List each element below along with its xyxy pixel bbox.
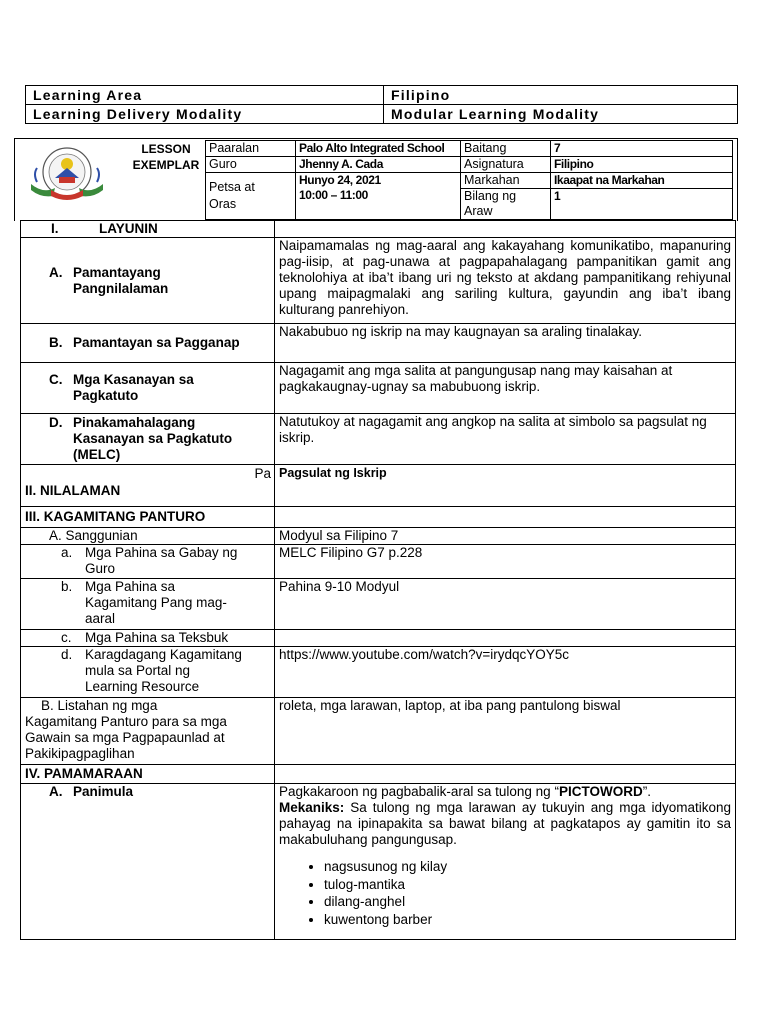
baitang-value: 7 [551, 141, 733, 157]
learning-resource-label: d. Karagdagang Kagamitang mula sa Portal ng Learning Resource [21, 647, 275, 698]
delivery-modality-label: Learning Delivery Modality [26, 105, 384, 124]
list-item: • dilang-anghel [324, 893, 731, 911]
lesson-plan-table [20, 220, 736, 940]
melc-text: Natutukoy at nagagamit ang angkop na salita at simbolo sa pagsulat ng iskrip. [275, 414, 736, 465]
listahan-kagamitan-label: B. Listahan ng mga Kagamitang Panturo para sa mga Gawain sa mga Pagpapaunlad at Pakikipagpaglihan [21, 698, 275, 765]
layunin-heading-row [21, 221, 736, 238]
pamantayan-pagganap-row [21, 324, 736, 363]
nilalaman-row [21, 465, 736, 507]
sanggunian-label: A. Sanggunian [21, 528, 275, 545]
pamamaraan-heading-row [21, 765, 736, 784]
bilang-value: 1 [551, 189, 733, 220]
teksbuk-row [21, 630, 736, 647]
panimula-row [21, 784, 736, 940]
lesson-info-table [205, 140, 733, 220]
baitang-label: Baitang [461, 141, 551, 157]
markahan-value: Ikaapat na Markahan [551, 173, 733, 189]
pamantayang-pangnilalaman-row [21, 238, 736, 324]
pamamaraan-heading: IV. PAMAMARAAN [21, 765, 275, 784]
listahan-kagamitan-row [21, 698, 736, 765]
panimula-intro: Pagkakaroon ng pagbabalik-aral sa tulong ng “PICTOWORD”. [279, 784, 651, 799]
pamantayang-pangnilalaman-label: A. Pamantayang Pangnilalaman [21, 238, 275, 324]
pamantayang-pangnilalaman-text: Naipamamalas ng mag-aaral ang kakayahang komunikatibo, mapanuring pag-iisip, at pag-unawa at pagpapahalagang pampanitikan gamit ang teknolohiya at iba’t ibang uri ng teksto at akdang pampanitikang rehiyunal upang maipagmalaki ang sariling kultura, gayundin ang iba’t ibang kulturang panrehiyon. [275, 238, 736, 324]
paaralan-label: Paaralan [206, 141, 296, 157]
kagamitang-mag-aaral-label: b. Mga Pahina sa Kagamitang Pang mag- aaral [21, 579, 275, 630]
kagamitang-mag-aaral-text: Pahina 9-10 Modyul [275, 579, 736, 630]
asignatura-value: Filipino [551, 157, 733, 173]
kasanayan-pagkatuto-text: Nagagamit ang mga salita at pangungusap nang may kaisahan at pagkakaugnay-ugnay sa mabubuong iskrip. [275, 363, 736, 414]
delivery-modality-value: Modular Learning Modality [384, 105, 738, 124]
sanggunian-text: Modyul sa Filipino 7 [275, 528, 736, 545]
paaralan-value: Palo Alto Integrated School [296, 141, 461, 157]
listahan-kagamitan-text: roleta, mga larawan, laptop, at iba pang pantulong biswal [275, 698, 736, 765]
deped-seal-icon [29, 144, 105, 204]
bilang-label: Bilang ng Araw [461, 189, 551, 220]
list-item: • tulog-mantika [324, 876, 731, 894]
asignatura-label: Asignatura [461, 157, 551, 173]
panimula-content [275, 784, 736, 940]
kagamitang-mag-aaral-row [21, 579, 736, 630]
layunin-heading: I. LAYUNIN [21, 221, 275, 238]
list-item: • nagsusunog ng kilay [324, 858, 731, 876]
teksbuk-label: c. Mga Pahina sa Teksbuk [21, 630, 275, 647]
markahan-label: Markahan [461, 173, 551, 189]
lesson-exemplar-title: LESSON EXEMPLAR [132, 142, 200, 172]
pamantayan-pagganap-text: Nakabubuo ng iskrip na may kaugnayan sa araling tinalakay. [275, 324, 736, 363]
learning-area-value: Filipino [384, 86, 738, 105]
guro-value: Jhenny A. Cada [296, 157, 461, 173]
nilalaman-heading: II. NILALAMAN Pa [21, 465, 275, 507]
gabay-guro-row [21, 545, 736, 579]
kasanayan-pagkatuto-label: C. Mga Kasanayan sa Pagkatuto [21, 363, 275, 414]
learning-area-label: Learning Area [26, 86, 384, 105]
panimula-label: A. Panimula [21, 784, 275, 940]
panimula-mekaniks: Mekaniks: Sa tulong ng mga larawan ay tukuyin ang mga idyomatikong pahayag na ipinapakita sa bawat bilang at pagkatapos ay gamitin ito sa makabuluhang pangungusap. [279, 800, 731, 847]
petsa-label: Petsa at Oras [206, 173, 296, 220]
learning-area-table [25, 85, 738, 124]
gabay-guro-label: a. Mga Pahina sa Gabay ng Guro [21, 545, 275, 579]
idiom-list [279, 858, 731, 928]
nilalaman-stray-text: Pa [254, 466, 271, 481]
lesson-exemplar-header [14, 138, 738, 221]
kagamitan-heading: III. KAGAMITANG PANTURO [21, 507, 275, 528]
kagamitan-heading-row [21, 507, 736, 528]
guro-label: Guro [206, 157, 296, 173]
melc-row [21, 414, 736, 465]
gabay-guro-text: MELC Filipino G7 p.228 [275, 545, 736, 579]
petsa-value: Hunyo 24, 2021 10:00 – 11:00 [296, 173, 461, 220]
sanggunian-row [21, 528, 736, 545]
nilalaman-text: Pagsulat ng Iskrip [275, 465, 736, 507]
learning-resource-link[interactable]: https://www.youtube.com/watch?v=irydqcYOY5c [275, 647, 736, 698]
list-item: • kuwentong barber [324, 911, 731, 929]
melc-label: D. Pinakamahalagang Kasanayan sa Pagkatuto (MELC) [21, 414, 275, 465]
pamantayan-pagganap-label: B. Pamantayan sa Pagganap [21, 324, 275, 363]
kasanayan-pagkatuto-row [21, 363, 736, 414]
learning-resource-row [21, 647, 736, 698]
